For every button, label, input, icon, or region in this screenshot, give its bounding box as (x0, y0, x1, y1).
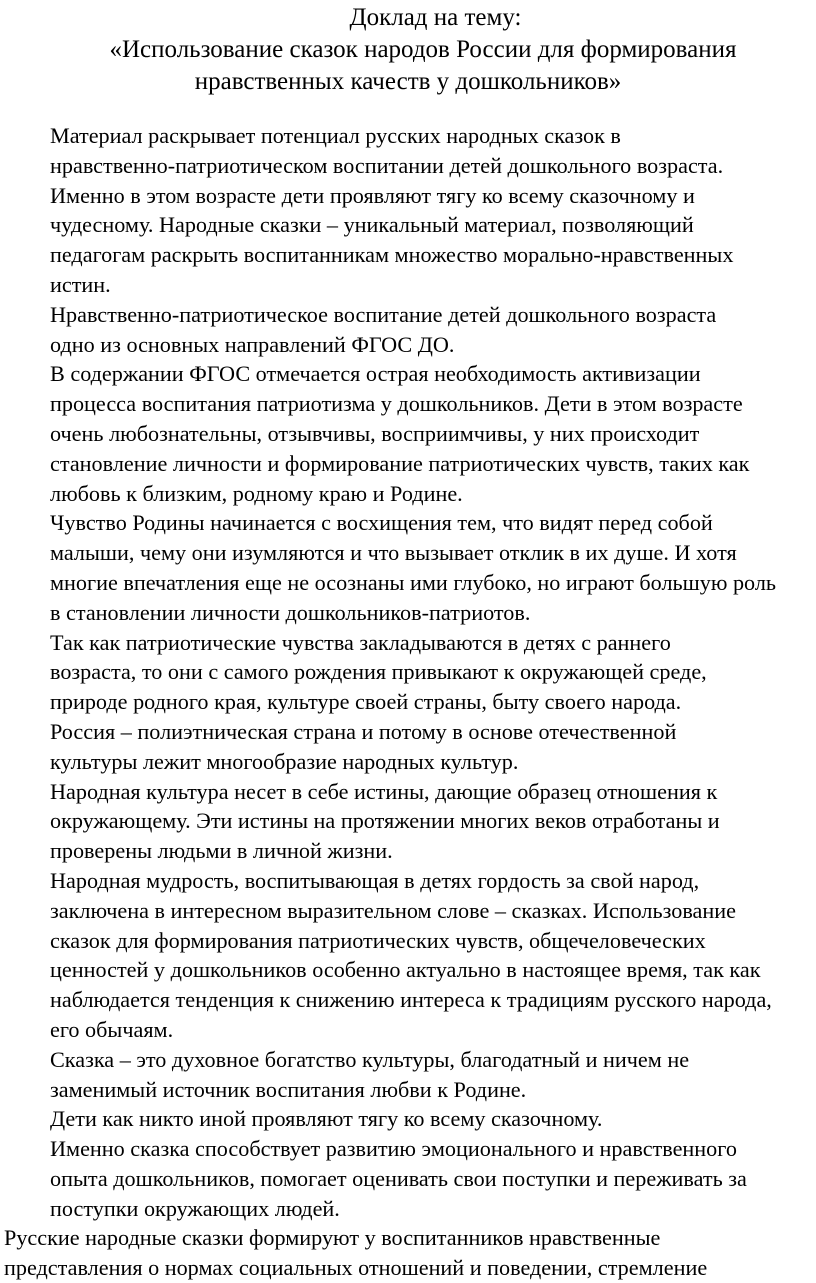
paragraph-line: заменимый источник воспитания любви к Родине. (50, 1076, 527, 1102)
paragraph-line: Народная мудрость, воспитывающая в детях гордость за свой народ, (50, 867, 700, 893)
paragraph-line: Материал раскрывает потенциал русских народных сказок в (50, 123, 621, 148)
paragraph-line: Нравственно-патриотическое воспитание детей дошкольного возраста (50, 301, 717, 327)
paragraph-line: возраста, то они с самого рождения привыкают к окружающей среде, (50, 659, 707, 685)
paragraph-line: Так как патриотические чувства закладываются в детях с раннего (50, 629, 671, 655)
paragraph-line: чудесному. Народные сказки – уникальный материал, позволяющий (50, 212, 694, 238)
paragraph-line: педагогам раскрыть воспитанникам множество морально-нравственных (50, 242, 734, 268)
paragraph-line: культуры лежит многообразие народных культур. (50, 748, 519, 774)
paragraph-line: Дети как никто иной проявляют тягу ко всему сказочному. (50, 1106, 603, 1132)
paragraph (4, 508, 810, 627)
paragraph (4, 1104, 810, 1134)
paragraph-line: становление личности и формирование патриотических чувств, таких как (50, 450, 750, 476)
paragraph (4, 777, 810, 866)
paragraph-line: Народная культура несет в себе истины, дающие образец отношения к (50, 778, 718, 804)
paragraph-line: Именно в этом возрасте дети проявляют тягу ко всему сказочному и (50, 182, 695, 208)
paragraph (4, 628, 810, 717)
paragraph-line: Чувство Родины начинается с восхищения тем, что видят перед собой (50, 510, 713, 536)
paragraph (4, 121, 810, 181)
paragraph-line: Русские народные сказки формируют у воспитанников нравственные (4, 1225, 661, 1251)
paragraph (4, 717, 810, 777)
paragraph-line: процесса воспитания патриотизма у дошкольников. Дети в этом возрасте (50, 391, 743, 417)
paragraph-line: наблюдается тенденция к снижению интереса к традициям русского народа, (50, 987, 772, 1013)
paragraph-line: природе родного края, культуре своей страны, быту своего народа. (50, 689, 682, 715)
paragraph (4, 181, 810, 300)
paragraph (4, 866, 810, 1045)
paragraph-line: представления о нормах социальных отношений и поведении, стремление (4, 1255, 708, 1281)
paragraph-line: его обычаям. (50, 1016, 174, 1042)
paragraph-line: опыта дошкольников, помогает оценивать свои поступки и переживать за (50, 1165, 747, 1191)
paragraph-line: Россия – полиэтническая страна и потому в основе отечественной (50, 718, 677, 744)
paragraph (4, 1223, 810, 1283)
paragraph-line: сказок для формирования патриотических чувств, общечеловеческих (50, 927, 706, 953)
title-line-topic-1: «Использование сказок народов России для формирования (109, 36, 737, 63)
title-line-heading: Доклад на тему: (349, 4, 522, 31)
paragraph-line: поступки окружающих людей. (50, 1195, 340, 1221)
paragraph-line: ценностей у дошкольников особенно актуально в настоящее время, так как (50, 957, 761, 983)
paragraph-line: Сказка – это духовное богатство культуры, благодатный и ничем не (50, 1046, 690, 1072)
title-line-topic-2: нравственных качеств у дошкольников» (194, 68, 622, 95)
paragraph-line: многие впечатления еще не осознаны ими глубоко, но играют большую роль (50, 569, 777, 595)
paragraph-line: истин. (50, 271, 111, 297)
paragraph (4, 359, 810, 508)
paragraph-line: одно из основных направлений ФГОС ДО. (50, 331, 455, 357)
paragraph-line: очень любознательны, отзывчивы, восприимчивы, у них происходит (50, 420, 700, 446)
paragraph-line: заключена в интересном выразительном слове – сказках. Использование (50, 897, 736, 923)
document-body (4, 121, 810, 1283)
paragraph-line: в становлении личности дошкольников-патриотов. (50, 599, 531, 625)
paragraph (4, 1134, 810, 1223)
paragraph-line: малыши, чему они изумляются и что вызывает отклик в их душе. И хотя (50, 540, 737, 566)
paragraph-line: нравственно-патриотическом воспитании детей дошкольного возраста. (50, 152, 724, 178)
paragraph (4, 1045, 810, 1105)
document-title (0, 2, 816, 98)
paragraph (4, 300, 810, 360)
paragraph-line: В содержании ФГОС отмечается острая необходимость активизации (50, 361, 701, 387)
paragraph-line: Именно сказка способствует развитию эмоционального и нравственного (50, 1136, 737, 1162)
paragraph-line: любовь к близким, родному краю и Родине. (50, 480, 463, 506)
paragraph-line: проверены людьми в личной жизни. (50, 838, 393, 864)
paragraph-line: окружающему. Эти истины на протяжении многих веков отработаны и (50, 808, 720, 834)
